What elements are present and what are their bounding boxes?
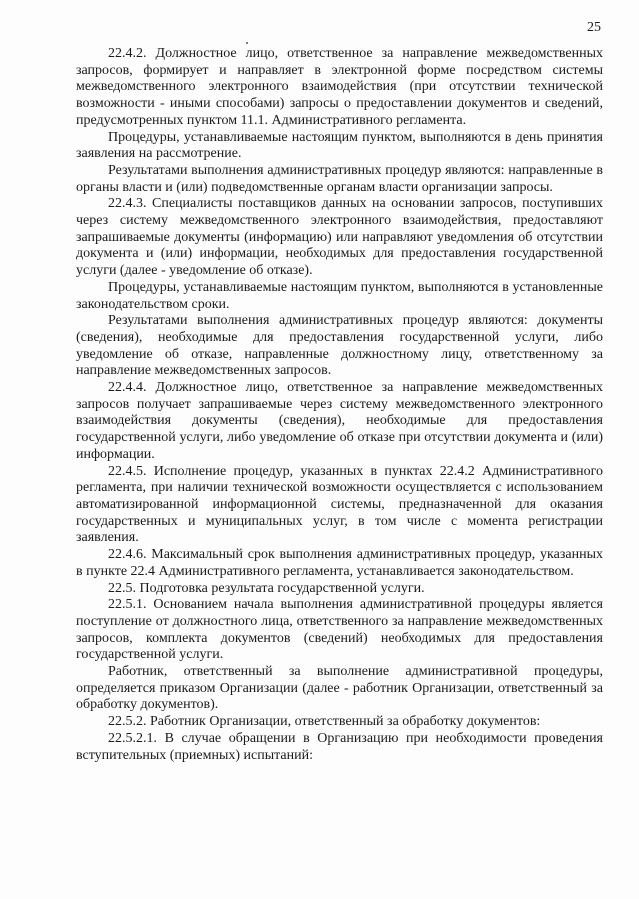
paragraph-procedures-day: Процедуры, устанавливаемые настоящим пунктом, выполняются в день принятия заявления на рассмотрение. bbox=[76, 129, 603, 162]
paragraph-22-5-2-1: 22.5.2.1. В случае обращении в Организацию при необходимости проведения вступительных (приемных) испытаний: bbox=[76, 730, 603, 763]
paragraph-22-4-5: 22.4.5. Исполнение процедур, указанных в пунктах 22.4.2 Административного регламента, при наличии технической возможности осуществляется с использованием автоматизированной информационной системы, предназначенной для оказания государственных и муниципальных услуг, в том числе с момента регистрации заявления. bbox=[76, 463, 603, 546]
paragraph-results-requests: Результатами выполнения административных процедур являются: направленные в органы власти и (или) подведомственные органам власти организации запросы. bbox=[76, 162, 603, 195]
paragraph-22-5-1: 22.5.1. Основанием начала выполнения административной процедуры является поступление от должностного лица, ответственного за направление межведомственных запросов, комплекта документов (сведений) необходимых для предоставления государственной услуги. bbox=[76, 597, 603, 663]
scan-artifact bbox=[246, 42, 248, 44]
paragraph-22-4-6: 22.4.6. Максимальный срок выполнения административных процедур, указанных в пункте 22.4 Административного регламента, устанавливается законодательством. bbox=[76, 547, 603, 579]
paragraph-responsible-worker: Работник, ответственный за выполнение административной процедуры, определяется приказом Организации (далее - работник Организации, ответственный за обработку документов). bbox=[76, 664, 603, 713]
paragraph-procedures-terms: Процедуры, устанавливаемые настоящим пунктом, выполняются в установленные законодательством сроки. bbox=[76, 279, 603, 312]
paragraph-22-5: 22.5. Подготовка результата государственной услуги. bbox=[108, 580, 425, 596]
paragraph-22-4-4: 22.4.4. Должностное лицо, ответственное за направление межведомственных запросов получает запрашиваемые через систему межведомственного электронного взаимодействия документы (сведения), необходимые для предоставления государственной услуги, либо уведомление об отказе при отсутствии документа и (или) информации. bbox=[76, 380, 603, 462]
paragraph-22-4-2: 22.4.2. Должностное лицо, ответственное за направление межведомственных запросов, формирует и направляет в электронной форме посредством системы межведомственного электронного взаимодействия (при отсутствии технической возможности - иными способами) запросы о предоставлении документов и сведений, предусмотренных пунктом 11.1. Административного регламента. bbox=[76, 46, 603, 128]
paragraph-results-documents: Результатами выполнения административных процедур являются: документы (сведения), необходимые для предоставления государственной услуги, либо уведомление об отказе, направленные должностному лицу, ответственному за направление межведомственных запросов. bbox=[76, 313, 603, 379]
paragraph-22-4-3: 22.4.3. Специалисты поставщиков данных на основании запросов, поступивших через систему межведомственного электронного взаимодействия, предоставляют запрашиваемые документы (информацию) или направляют уведомления об отсутствии документа и (или) информации, необходимых для предоставления государственной услуги (далее - уведомление об отказе). bbox=[76, 196, 603, 279]
paragraph-22-5-2: 22.5.2. Работник Организации, ответственный за обработку документов: bbox=[108, 714, 541, 730]
document-body bbox=[76, 46, 603, 764]
page-number: 25 bbox=[587, 20, 601, 35]
